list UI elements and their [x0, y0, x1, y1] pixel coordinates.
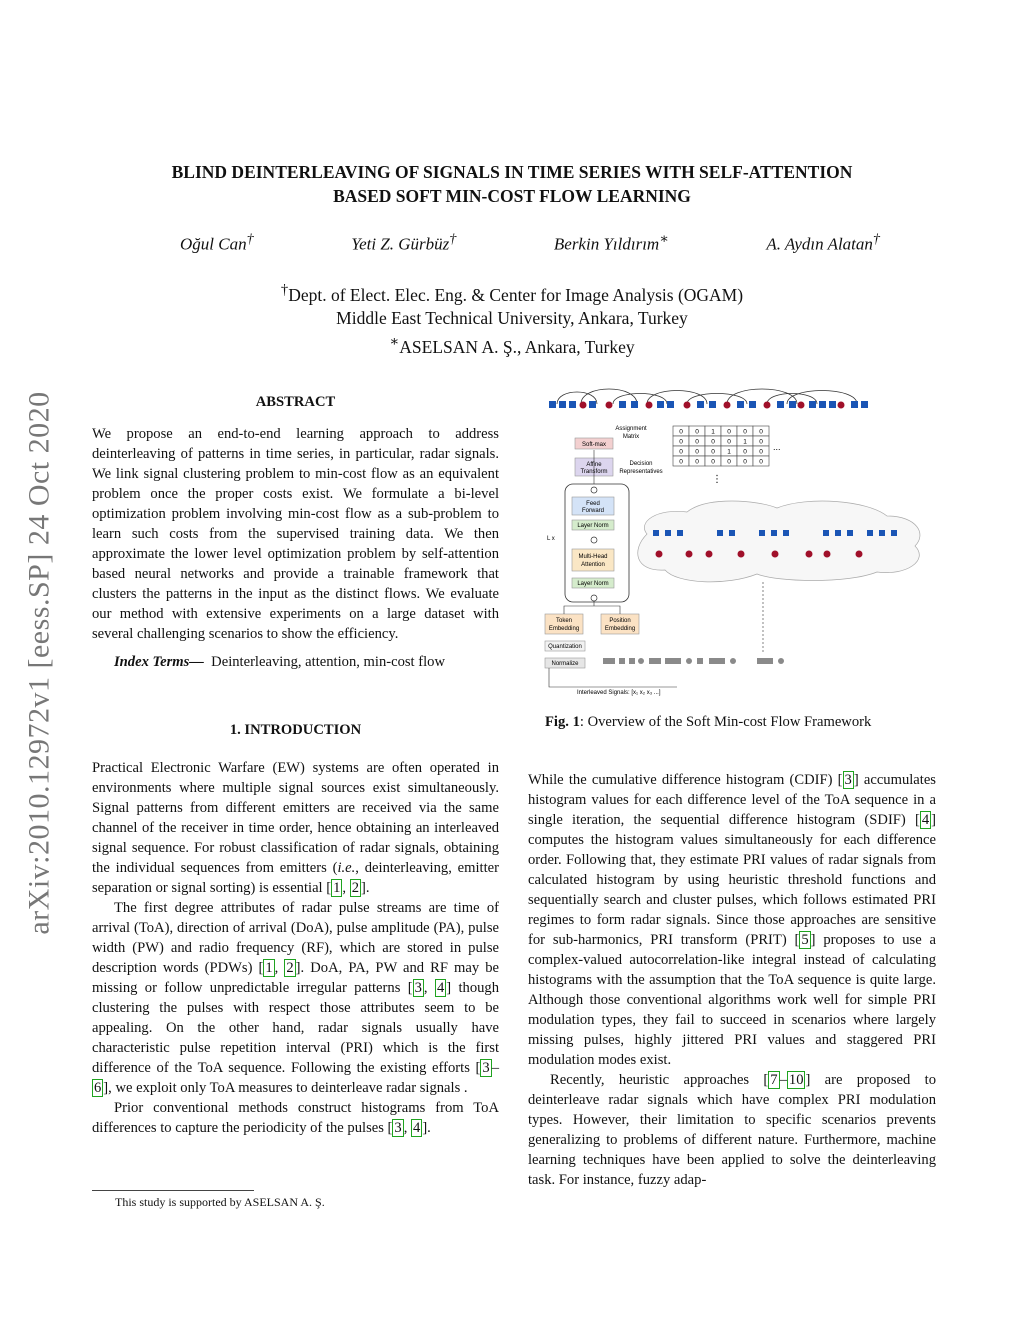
arxiv-stamp: [18, 350, 62, 975]
citation-link[interactable]: 3: [482, 1060, 490, 1076]
author: A. Aydın Alatan†: [766, 231, 880, 254]
title-line-2: BASED SOFT MIN-COST FLOW LEARNING: [333, 186, 691, 206]
citation-link[interactable]: 2: [351, 880, 360, 896]
input-sequence: [603, 658, 784, 664]
matrix-value: 0: [727, 438, 731, 446]
citation-link[interactable]: 1: [265, 960, 273, 976]
citation-link[interactable]: 3: [844, 772, 852, 788]
matrix-value: 1: [711, 428, 715, 436]
paper-title: [100, 160, 924, 208]
matrix-value: 0: [711, 448, 715, 456]
matrix-value: 1: [727, 448, 731, 456]
svg-text:Transform: Transform: [580, 469, 608, 475]
matrix-value: 0: [743, 448, 747, 456]
matrix-value: 0: [759, 458, 763, 466]
matrix-value: 0: [711, 438, 715, 446]
intro-paragraph-3: Prior conventional methods construct histograms from ToA differences to capture the periodicity of the pulses [ 3 , 4 ].: [92, 1100, 499, 1136]
body-paragraph: Recently, heuristic approaches [ 7 – 10 ] are proposed to deinterleave radar signals which have complex PRI modulation types. However, their limitation to specific scenarios prevents generalizing to problems of different nature. Furthermore, machine learning techniques have been applied to solve the deinterleaving task. For instance, fuzzy adap-: [528, 1072, 936, 1188]
assignment-matrix-label: Matrix: [622, 434, 640, 440]
right-column-text: [528, 770, 936, 1190]
citation-link[interactable]: 5: [801, 932, 809, 948]
arxiv-stamp-text: arXiv:2010.12972v1 [eess.SP] 24 Oct 2020: [23, 390, 57, 935]
matrix-value: 0: [695, 438, 699, 446]
add-node: [591, 487, 597, 493]
abstract-section: [92, 392, 499, 672]
assignment-matrix-label: Assignment: [615, 426, 647, 432]
svg-text:Position: Position: [609, 618, 631, 624]
matrix-value: 0: [679, 458, 683, 466]
section-heading: 1. INTRODUCTION: [229, 722, 362, 738]
svg-text:Feed: Feed: [586, 501, 600, 507]
matrix-value: 0: [679, 428, 683, 436]
matrix-value: 0: [759, 428, 763, 436]
svg-text:Embedding: Embedding: [548, 626, 580, 632]
softmax-label: Soft-max: [581, 442, 607, 448]
framework-figure: [537, 384, 937, 704]
figure-caption: Fig. 1: Overview of the Soft Min-cost Flow Framework: [545, 714, 872, 730]
citation-link[interactable]: 10: [788, 1072, 804, 1088]
author-list: [180, 231, 880, 255]
matrix-value: 0: [727, 458, 731, 466]
matrix-value: 0: [695, 448, 699, 456]
svg-text:Quantization: Quantization: [548, 644, 582, 650]
matrix-value: 0: [759, 448, 763, 456]
svg-text:Embedding: Embedding: [604, 626, 636, 632]
affiliation-line: ∗ASELSAN A. Ş., Ankara, Turkey: [389, 333, 635, 357]
citation-link[interactable]: 4: [921, 812, 930, 828]
author: Yeti Z. Gürbüz†: [351, 231, 457, 254]
title-line-1: BLIND DEINTERLEAVING OF SIGNALS IN TIME SERIES WITH SELF-ATTENTION: [171, 162, 853, 182]
index-terms: Index Terms— Deinterleaving, attention, min-cost flow: [114, 654, 446, 670]
matrix-value: 0: [695, 428, 699, 436]
svg-text:Layer Norm: Layer Norm: [577, 581, 609, 587]
svg-text:Forward: Forward: [581, 508, 605, 514]
svg-text:Normalize: Normalize: [551, 661, 579, 667]
matrix-vdots: ⋮: [712, 474, 722, 485]
decision-label: Representatives: [619, 469, 663, 475]
author: Oğul Can†: [180, 231, 254, 254]
intro-paragraph-2: The first degree attributes of radar pulse streams are time of arrival (ToA), direction of arrival (DoA), pulse amplitude (PA), pulse width (PW) and radio frequency (RF), which are stored in pulse description words (PDWs) [ 1 , 2 ]. DoA, PA, PW and RF may be missing or follow unpredictable irregular patterns [ 3 , 4 ] though clustering the pulses with respect those attributes seem to be appealing. On the other hand, radar signals usually have characteristic pulse repetition interval (PRI) which is the first difference of the ToA sequence. Following the existing efforts [ 3 –6 ], we exploit only ToA measures to deinterleave radar signals .: [92, 900, 500, 1096]
svg-text:Affine: Affine: [586, 462, 602, 468]
affiliation-line: †Dept. of Elect. Elec. Eng. & Center for Image Analysis (OGAM): [280, 282, 744, 305]
citation-link[interactable]: 3: [414, 980, 422, 996]
citation-link[interactable]: 6: [94, 1080, 102, 1096]
footnote-rule: [92, 1190, 254, 1191]
footnote: This study is supported by ASELSAN A. Ş.: [115, 1195, 325, 1209]
decision-label: Decision: [629, 461, 653, 467]
citation-link[interactable]: 1: [333, 880, 341, 896]
interleaved-signals-label: Interleaved Signals: [x₁ x₂ x₃ ...]: [577, 690, 661, 696]
matrix-value: 0: [711, 458, 715, 466]
svg-text:Token: Token: [555, 618, 573, 624]
citation-link[interactable]: 2: [286, 960, 294, 976]
body-paragraph: While the cumulative difference histogram (CDIF) [ 3 ] accumulates histogram values for each difference level of the ToA sequence in a single iteration, the sequential difference histogram (SDIF) [ 4 ] computes the histogram values simultaneously for each difference order. Following that, they estimate PRI values of radar signals from calculated histogram by using heuristic threshold functions and sequentially search and cluster pulses, which follows estimated PRI regimes to form radar signals. Since those approaches are sensitive for sub-harmonics, PRI transform (PRIT) [ 5 ] proposes to use a complex-valued autocorrelation-like integral instead of calculating histograms with the assumption that the ToA sequence is quite large. Although those conventional algorithms work well for simple PRI modulation types, they fail to succeed in scenarios where largely missing pulses, highly jittered PRI values and staggered PRI modulation modes exist.: [528, 772, 936, 1068]
add-node: [591, 595, 597, 601]
citation-link[interactable]: 4: [436, 980, 445, 996]
matrix-dots: ...: [773, 442, 781, 452]
affiliation-line: Middle East Technical University, Ankara, Turkey: [336, 308, 688, 329]
citation-link[interactable]: 4: [413, 1120, 421, 1136]
affiliations: [200, 279, 824, 359]
abstract-heading: ABSTRACT: [255, 394, 336, 410]
citation-link[interactable]: 3: [394, 1120, 402, 1136]
cluster-cloud: [638, 501, 920, 582]
abstract-text: We propose an end-to-end learning approach to address deinterleaving of patterns in time series, in particular, radar signals. We link signal clustering problem to min-cost flow as an equivalent problem once the proper costs exist. We formulate a bi-level optimization problem involving min-cost flow as a sub-problem to learn such costs from the supervised training data. We then approximate the lower level optimization problem by self-attention based neural networks and provide a trainable framework that clusters the patterns in the input as the distinct flows. We evaluate our method with extensive experiments on a large dataset with several challenging scenarios to show the efficiency.: [92, 426, 499, 642]
add-node: [591, 537, 597, 543]
author: Berkin Yıldırım∗: [553, 231, 669, 254]
matrix-value: 0: [727, 428, 731, 436]
matrix-value: 0: [743, 458, 747, 466]
layer-count-label: L x: [547, 536, 555, 542]
matrix-value: 0: [695, 458, 699, 466]
citation-link[interactable]: 7: [770, 1072, 778, 1088]
assignment-matrix: [673, 426, 769, 466]
matrix-value: 1: [743, 438, 747, 446]
introduction-section: [92, 720, 499, 1138]
matrix-value: 0: [759, 438, 763, 446]
matrix-value: 0: [679, 438, 683, 446]
svg-text:Attention: Attention: [581, 562, 605, 568]
intro-paragraph-1: Practical Electronic Warfare (EW) systems are often operated in environments where multiple signal sources exist simultaneously. Signal patterns from different emitters are received via the same channel of the receiver in time order, hence obtaining an interleaved signal sequence. For robust classification of radar signals, obtaining the individual sequences from emitters (i.e., deinterleaving, emitter separation or signal sorting) is essential [ 1 , 2 ].: [92, 760, 499, 896]
svg-text:Multi-Head: Multi-Head: [578, 554, 608, 560]
matrix-value: 0: [679, 448, 683, 456]
svg-text:Layer Norm: Layer Norm: [577, 523, 609, 529]
matrix-value: 0: [743, 428, 747, 436]
